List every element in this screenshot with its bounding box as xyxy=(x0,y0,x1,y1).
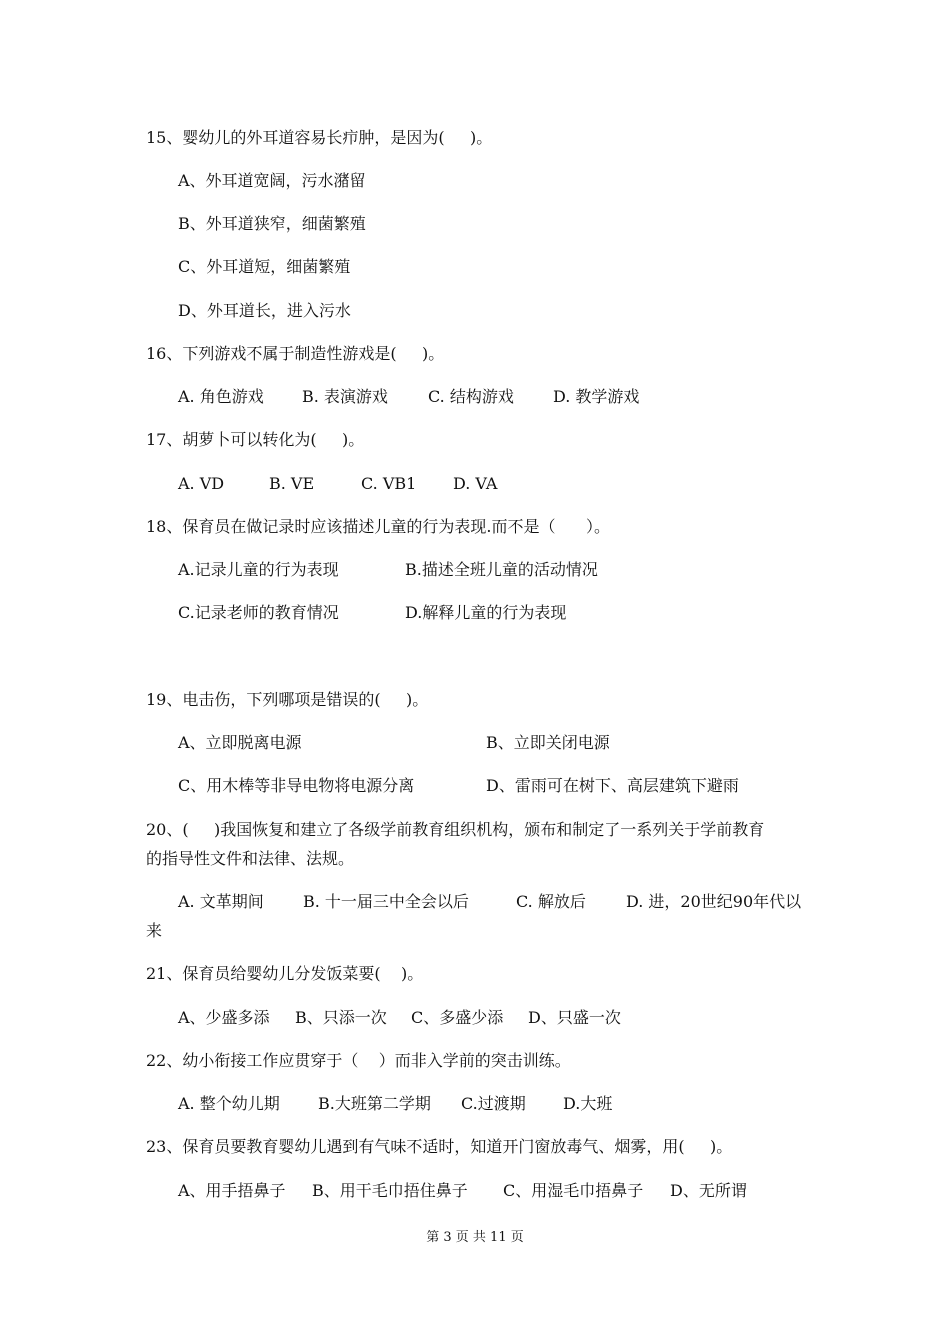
question-15-stem: 15、婴幼儿的外耳道容易长疖肿，是因为( )。 xyxy=(146,128,493,147)
question-21-option-b: B、只添一次 xyxy=(295,1008,387,1027)
question-18-stem: 18、保育员在做记录时应该描述儿童的行为表现.而不是（ ）。 xyxy=(146,517,610,536)
question-15-option-c: C、外耳道短，细菌繁殖 xyxy=(178,257,351,276)
question-19-stem: 19、电击伤，下列哪项是错误的( )。 xyxy=(146,690,429,709)
question-23-option-a: A、用手捂鼻子 xyxy=(178,1181,286,1200)
question-23-stem: 23、保育员要教育婴幼儿遇到有气味不适时，知道开门窗放毒气、烟雾，用( )。 xyxy=(146,1137,733,1156)
question-18-option-c: C.记录老师的教育情况 xyxy=(178,603,339,622)
question-17-stem: 17、胡萝卜可以转化为( )。 xyxy=(146,430,365,449)
question-23-option-c: C、用湿毛巾捂鼻子 xyxy=(503,1181,644,1200)
question-22-option-d: D.大班 xyxy=(563,1094,613,1113)
question-15-option-d: D、外耳道长，进入污水 xyxy=(178,301,351,320)
question-15-option-b: B、外耳道狭窄，细菌繁殖 xyxy=(178,214,366,233)
question-16-option-b: B. 表演游戏 xyxy=(302,387,388,406)
question-21-option-d: D、只盛一次 xyxy=(528,1008,621,1027)
question-19-option-b: B、立即关闭电源 xyxy=(486,733,610,752)
question-20-option-d: D. 进，20世纪90年代以 xyxy=(626,892,802,911)
question-19-option-d: D、雷雨可在树下、高层建筑下避雨 xyxy=(486,776,739,795)
question-19-option-a: A、立即脱离电源 xyxy=(178,733,302,752)
question-20-stem-line1: 20、( )我国恢复和建立了各级学前教育组织机构，颁布和制定了一系列关于学前教育 xyxy=(146,820,765,839)
question-20-option-c: C. 解放后 xyxy=(516,892,586,911)
question-17-option-d: D. VA xyxy=(453,474,498,493)
question-18-option-b: B.描述全班儿童的活动情况 xyxy=(405,560,598,579)
question-20-option-b: B. 十一届三中全会以后 xyxy=(303,892,469,911)
question-22-option-b: B.大班第二学期 xyxy=(318,1094,431,1113)
question-19-option-c: C、用木棒等非导电物将电源分离 xyxy=(178,776,415,795)
question-23-option-d: D、无所谓 xyxy=(670,1181,747,1200)
question-20-stem-line2: 的指导性文件和法律、法规。 xyxy=(146,849,355,868)
question-21-option-a: A、少盛多添 xyxy=(178,1008,270,1027)
question-20-option-wrap: 来 xyxy=(146,921,163,940)
page-footer: 第 3 页 共 11 页 xyxy=(426,1230,524,1245)
question-16-option-d: D. 教学游戏 xyxy=(553,387,640,406)
question-16-option-c: C. 结构游戏 xyxy=(428,387,514,406)
question-17-option-a: A. VD xyxy=(178,474,225,493)
question-16-stem: 16、下列游戏不属于制造性游戏是( )。 xyxy=(146,344,445,363)
question-15-option-a: A、外耳道宽阔，污水潴留 xyxy=(178,171,366,190)
question-18-option-a: A.记录儿童的行为表现 xyxy=(178,560,339,579)
question-21-stem: 21、保育员给婴幼儿分发饭菜要( )。 xyxy=(146,964,424,983)
question-20-option-a: A. 文革期间 xyxy=(178,892,264,911)
question-22-option-a: A. 整个幼儿期 xyxy=(178,1094,280,1113)
question-22-stem: 22、幼小衔接工作应贯穿于（ ）而非入学前的突击训练。 xyxy=(146,1051,571,1070)
question-17-option-b: B. VE xyxy=(269,474,315,493)
question-22-option-c: C.过渡期 xyxy=(461,1094,526,1113)
question-21-option-c: C、多盛少添 xyxy=(411,1008,504,1027)
question-23-option-b: B、用干毛巾捂住鼻子 xyxy=(312,1181,468,1200)
question-17-option-c: C. VB1 xyxy=(361,474,417,493)
question-16-option-a: A. 角色游戏 xyxy=(178,387,264,406)
question-18-option-d: D.解释儿童的行为表现 xyxy=(405,603,567,622)
